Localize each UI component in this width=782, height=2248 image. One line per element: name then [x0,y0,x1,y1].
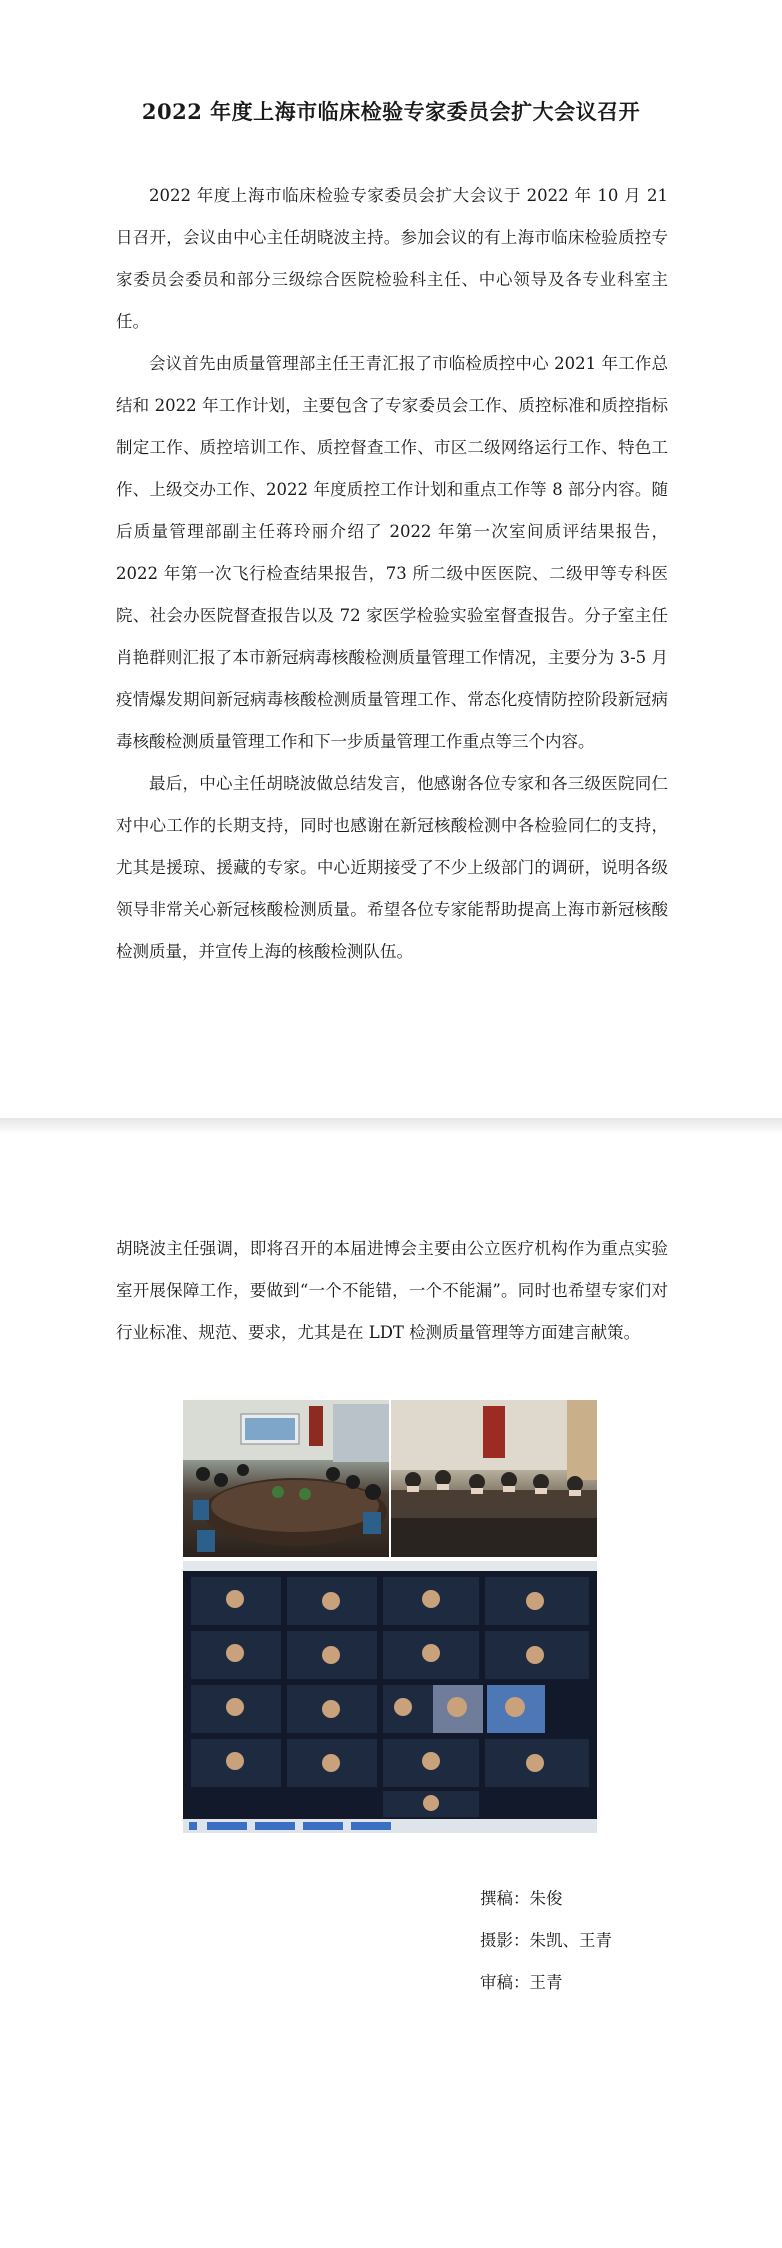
video-call-illustration [183,1561,597,1833]
meeting-participants-photo [391,1400,597,1557]
paragraph-3: 最后，中心主任胡晓波做总结发言，他感谢各位专家和各三级医院同仁对中心工作的长期支持，同时也感谢在新冠核酸检测中各检验同仁的支持，尤其是援琼、援藏的专家。中心近期接受了不少上级部门的调研，说明各级领导非常关心新冠核酸检测质量。希望各位专家能帮助提高上海市新冠核酸检测质量，并宣传上海的核酸检测队伍。 [116,774,668,961]
meeting-room-photo [183,1400,389,1557]
credit-review-name: 王青 [529,1973,563,1992]
article-body-page-1 [116,175,668,973]
article-body-page-2 [116,1228,668,1354]
credit-writer-label: 撰稿： [480,1889,530,1908]
page-separator [0,1118,782,1134]
credit-review-label: 审稿： [480,1973,530,1992]
credit-writer-name: 朱俊 [529,1889,563,1908]
paragraph-1: 2022 年度上海市临床检验专家委员会扩大会议于 2022 年 10 月 21 日召开，会议由中心主任胡晓波主持。参加会议的有上海市临床检验质控专家委员会委员和部分三级综合医院检验科主任、中心领导及各专业科室主任。 [116,186,668,331]
credit-photo [480,1920,612,1962]
article-title: 2022 年度上海市临床检验专家委员会扩大会议召开 [141,99,641,124]
meeting-room-illustration [183,1400,389,1557]
paragraph-4: 胡晓波主任强调，即将召开的本届进博会主要由公立医疗机构作为重点实验室开展保障工作，要做到“一个不能错，一个不能漏”。同时也希望专家们对行业标准、规范、要求，尤其是在 LDT 检测质量管理等方面建言献策。 [116,1239,668,1342]
online-conference-screenshot [183,1561,597,1833]
credit-photo-label: 摄影： [480,1931,530,1950]
participants-illustration [391,1400,597,1557]
article-credits [480,1878,612,2004]
credit-review [480,1962,612,2004]
paragraph-2: 会议首先由质量管理部主任王青汇报了市临检质控中心 2021 年工作总结和 2022 年工作计划，主要包含了专家委员会工作、质控标准和质控指标制定工作、质控培训工作、质控督查工作、市区二级网络运行工作、特色工作、上级交办工作、2022 年度质控工作计划和重点工作等 8 部分内容。随后质量管理部副主任蒋玲丽介绍了 2022 年第一次室间质评结果报告，2022 年第一次飞行检查结果报告，73 所二级中医医院、二级甲等专科医院、社会办医院督查报告以及 72 家医学检验实验室督查报告。分子室主任肖艳群则汇报了本市新冠病毒核酸检测质量管理工作情况，主要分为 3-5 月疫情爆发期间新冠病毒核酸检测质量管理工作、常态化疫情防控阶段新冠病毒核酸检测质量管理工作和下一步质量管理工作重点等三个内容。 [116,354,668,751]
credit-photo-name: 朱凯、王青 [529,1931,612,1950]
credit-writer [480,1878,612,1920]
